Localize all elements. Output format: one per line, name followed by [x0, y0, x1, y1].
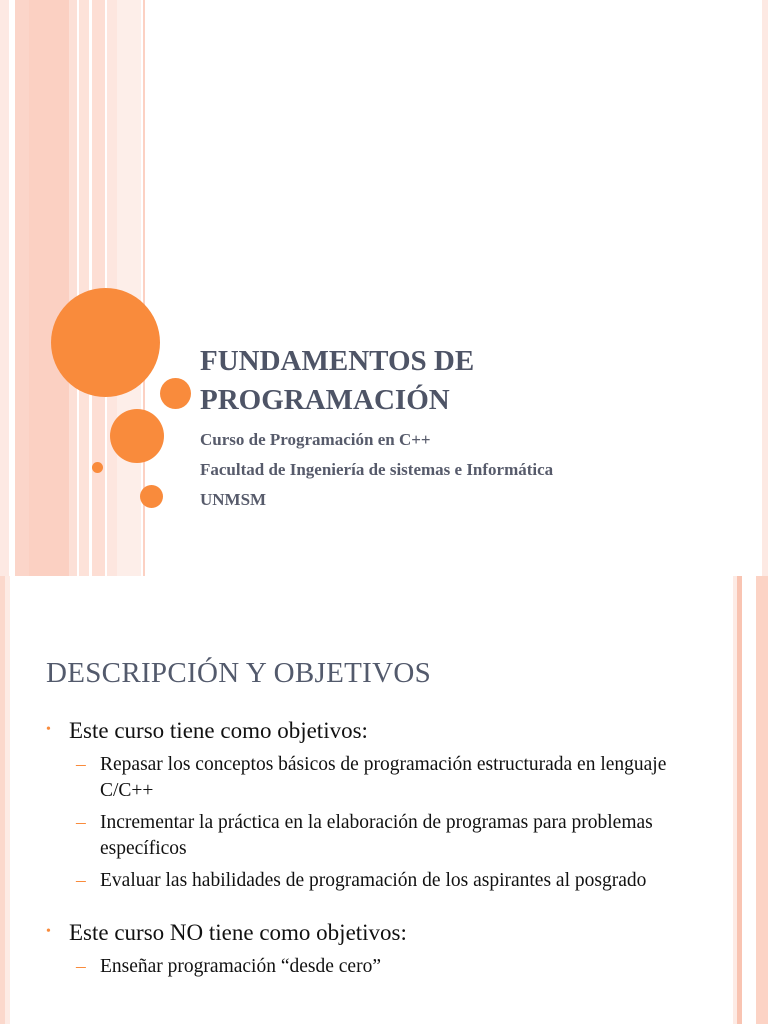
decorative-stripe: [0, 0, 9, 576]
dash-icon: –: [76, 870, 86, 891]
decorative-circle: [140, 485, 163, 508]
decorative-stripe: [29, 0, 69, 576]
dash-icon: –: [76, 812, 86, 833]
decorative-stripe: [762, 0, 768, 576]
decorative-circle: [160, 378, 191, 409]
sub-bullet-text: Incrementar la práctica en la elaboración de programas para problemas específicos: [100, 812, 653, 859]
slide-title-line: PROGRAMACIÓN: [200, 384, 450, 416]
bullet-group: [46, 716, 706, 894]
dash-icon: –: [76, 754, 86, 775]
bullet-dot-icon: •: [46, 722, 51, 737]
slide-title-line: FUNDAMENTOS DE: [200, 345, 475, 377]
dash-icon: –: [76, 956, 86, 977]
bullet-item: [46, 918, 706, 948]
bullet-text: Este curso tiene como objetivos:: [69, 718, 368, 743]
slide-title: [200, 342, 474, 420]
decorative-circle: [110, 409, 164, 463]
decorative-stripe: [5, 576, 10, 1024]
decorative-stripe: [15, 0, 29, 576]
course-name: Curso de Programación en C++: [200, 430, 431, 449]
sub-bullet-text: Evaluar las habilidades de programación de los aspirantes al posgrado: [100, 870, 647, 891]
slide-heading: DESCRIPCIÓN Y OBJETIVOS: [46, 657, 432, 689]
bullet-text: Este curso NO tiene como objetivos:: [69, 920, 407, 945]
university-name: UNMSM: [200, 490, 267, 509]
faculty-name: Facultad de Ingeniería de sistemas e Informática: [200, 460, 554, 479]
sub-bullet-text: Repasar los conceptos básicos de programación estructurada en lenguaje C/C++: [100, 754, 667, 801]
bullet-item: [46, 716, 706, 746]
decorative-stripe: [742, 576, 756, 1024]
decorative-stripe: [117, 0, 141, 576]
sub-bullet-item: [46, 810, 706, 862]
bullet-group: [46, 918, 706, 980]
sub-bullet-item: [46, 954, 706, 980]
content-slide: [0, 576, 768, 1024]
decorative-circle: [51, 288, 160, 397]
decorative-stripe: [79, 0, 89, 576]
decorative-stripe: [69, 0, 77, 576]
bullet-list: [46, 716, 706, 980]
decorative-stripe: [756, 576, 768, 1024]
sub-bullet-item: [46, 868, 706, 894]
decorative-circle: [92, 462, 103, 473]
sub-bullet-text: Enseñar programación “desde cero”: [100, 956, 381, 977]
slide-subtitle: [200, 425, 553, 515]
bullet-dot-icon: •: [46, 924, 51, 939]
sub-bullet-item: [46, 752, 706, 804]
